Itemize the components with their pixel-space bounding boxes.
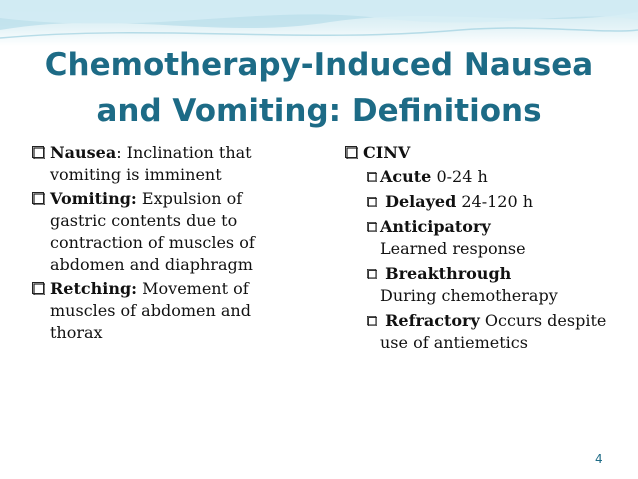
term-acute: Acute (380, 167, 432, 186)
term-breakthrough: Breakthrough (385, 264, 512, 283)
page-number: 4 (595, 452, 603, 466)
title-line-2: and Vomiting: Definitions (96, 93, 542, 129)
checkbox-bullet-icon (32, 192, 45, 205)
desc-delayed: 24-120 h (461, 192, 534, 211)
checkbox-bullet-icon (367, 172, 377, 182)
cinv-heading-label: CINV (363, 143, 411, 162)
cinv-heading (345, 142, 635, 164)
desc-anticipatory: Learned response (380, 239, 526, 258)
cinv-column (345, 142, 635, 357)
term-retching: Retching: (50, 279, 138, 298)
definition-vomiting (32, 188, 294, 276)
desc-refractory: Occurs despite use of antiemetics (380, 311, 607, 352)
definition-nausea: Nausea: Inclination that vomiting is imminent (32, 142, 294, 186)
desc-acute: 0-24 h (436, 167, 488, 186)
checkbox-bullet-icon (367, 222, 377, 232)
cinv-breakthrough (345, 263, 635, 307)
term-anticipatory: Anticipatory (380, 217, 491, 236)
checkbox-bullet-icon (32, 282, 45, 295)
definition-retching (32, 278, 294, 344)
definitions-column (32, 142, 294, 346)
desc-nausea: Inclination that vomiting is imminent (50, 143, 252, 184)
checkbox-bullet-icon (32, 146, 45, 159)
term-vomiting: Vomiting: (50, 189, 137, 208)
desc-retching: Movement of muscles of abdomen and thorax (50, 279, 251, 342)
title-line-1: Chemotherapy-Induced Nausea (44, 47, 594, 83)
term-refractory: Refractory (385, 311, 480, 330)
desc-breakthrough: During chemotherapy (380, 286, 558, 305)
desc-vomiting: Expulsion of gastric contents due to contraction of muscles of abdomen and diaphragm (50, 189, 255, 274)
cinv-delayed (345, 191, 635, 213)
checkbox-bullet-icon (367, 269, 377, 279)
slide-title (0, 42, 638, 134)
cinv-acute (345, 166, 635, 188)
checkbox-bullet-icon (367, 197, 377, 207)
cinv-anticipatory (345, 216, 635, 260)
header-band (0, 0, 638, 46)
term-delayed: Delayed (385, 192, 457, 211)
cinv-refractory (345, 310, 635, 354)
checkbox-bullet-icon (367, 316, 377, 326)
term-nausea: Nausea (50, 143, 117, 162)
wave-decoration (0, 0, 638, 46)
checkbox-bullet-icon (345, 146, 358, 159)
